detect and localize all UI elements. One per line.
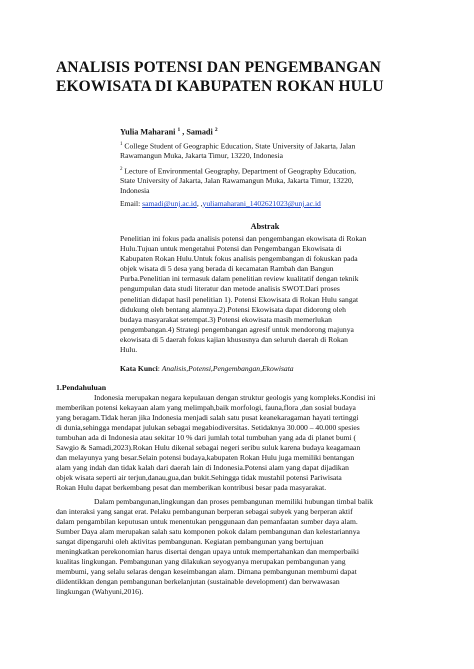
email-label: Email: (120, 199, 141, 208)
paragraph-line: dan melayunya yang besar.Selain potensi budaya,kabupaten Rokan Hulu juga memiliki bentangan (56, 452, 355, 462)
affiliation-text: Lecture of Environmental Geography, Department of Geography Education, (124, 166, 357, 176)
affiliation-marker: 1 (120, 142, 123, 147)
email-line (120, 199, 321, 208)
author-separator: , (180, 127, 187, 137)
abstract-line: Hulu. (120, 345, 138, 355)
abstract-line: penelitian didapat hasil penelitian 1). Potensi Ekowisata di Rokan Hulu sangat (120, 294, 359, 304)
paragraph-line: memberikan potensi kekayaan alam yang melimpah,baik morfologi, fauna,flora ,dan sosial budaya (56, 402, 356, 412)
abstract-line: budaya masyarakat setempat.3) Potensi ekowisata masih memerlukan (120, 314, 332, 324)
affiliation-2 (120, 165, 410, 195)
affiliation-line (120, 165, 410, 176)
email-separator: , , (196, 199, 203, 208)
affiliation-marker: 2 (120, 167, 123, 172)
title-line: EKOWISATA DI KABUPATEN ROKAN HULU (56, 78, 384, 95)
title-line: ANALISIS POTENSI DAN PENGEMBANGAN (56, 59, 381, 76)
keywords-line (120, 364, 294, 373)
paragraph-line: membumi, yang selalu selaras dengan keseimbangan alam. Dimana pembangunan membumi dapat (56, 566, 357, 576)
email-link-1[interactable]: samadi@unj.ac.id (142, 199, 197, 208)
affiliation-1 (120, 140, 410, 161)
author-line (120, 127, 218, 137)
paragraph-line: dalam pengambilan keputusan untuk menentukan penggunaan dan pemanfaatan sumber daya alam. (56, 516, 358, 526)
paragraph-line: alam yang indah dan tidak kalah dari daerah lain di Indonesia.Potensi alam yang dapat dijadikan (56, 462, 349, 472)
abstract-line: objek wisata di 5 desa yang berada di kecamatan Rambah dan Bangun (120, 264, 334, 274)
author-name: Yulia Maharani (120, 127, 176, 137)
affiliation-text: College Student of Geographic Education, State University of Jakarta, Jalan (124, 141, 356, 151)
paragraph-line: lingkungan (Wahyuni,2016). (56, 586, 144, 596)
paragraph-line: Sumber Daya alam merupakan salah satu komponen pokok dalam pembangunan dan kelestariannya (56, 526, 360, 536)
abstract-line: pengumpulan data studi literatur dan metode analisis SWOT.Dari proses (120, 284, 340, 294)
abstract-line: Kabupaten Rokan Hulu.Untuk fokus analisis pengembangan di fokuskan pada (120, 254, 358, 264)
section-heading: 1.Pendahuluan (56, 383, 107, 392)
paragraph-line: Dalam pembangunan,lingkungan dan proses pembangunan memiliki hubungan timbal balik (94, 497, 374, 506)
abstract-line: Purba.Penelitian ini termasuk dalam penelitian review kualitatif dengan teknik (120, 274, 359, 284)
abstract-line: Hulu.Tujuan untuk mengetahui Potensi dan Pengembangan Ekowisata di (120, 244, 342, 254)
paragraph-line: kualitas lingkungan. Pembangunan yang dilakukan seyogyanya merupakan pembangunan yang (56, 556, 346, 566)
paragraph-line: Rokan Hulu dapat berkembang pesat dan memberikan kontribusi besar pada masyarakat. (56, 482, 327, 492)
abstract-body (120, 234, 410, 355)
paragraph-line: yang beragam.Tidak heran jika Indonesia menjadi salah satu pusat keanekaragaman hayati tertinggi (56, 412, 359, 422)
paragraph-line: di dunia,sehingga mendapat julukan sebagai megabiodiversitas. Setidaknya 30.000 – 40.000 spesies (56, 422, 360, 432)
abstract-line: didukung oleh bentang alamnya.2).Potensi Ekowisata dapat didorong oleh (120, 304, 346, 314)
keywords-value: Analisis,Potensi,Pengembangan,Ekowisata (161, 364, 294, 373)
affiliation-line: Rawamangun Muka, Jakarta Timur, 13220, Indonesia (120, 151, 283, 161)
affiliation-line: Indonesia (120, 185, 150, 195)
paragraph-1 (56, 393, 424, 493)
keywords-label: Kata Kunci (120, 364, 158, 373)
keywords-separator: : (157, 364, 162, 373)
paragraph-line: Indonesia merupakan negara kepulauan dengan struktur geologis yang kompleks.Kondisi ini (94, 393, 376, 402)
paragraph-line: meningkatkan perekonomian harus disertai dengan upaya untuk mempertahankan dan memperbaiki (56, 546, 360, 556)
paragraph-line: objek wisata seperti air terjun,danau,gua,dan bukit.Sehingga tidak mustahil potensi Pariwisata (56, 472, 342, 482)
paragraph-line: Sawgio & Samadi,2023).Rokan Hulu dikenal sebagai negeri seribu suluk karena budaya keagamaan (56, 442, 361, 452)
abstract-line: Penelitian ini fokus pada analisis potensi dan pengembangan ekowisata di Rokan (120, 234, 367, 243)
abstract-line: ekowisata di 5 daerah fokus kajian khususnya dan seluruh daerah di Rokan (120, 334, 348, 344)
paragraph-2 (56, 497, 424, 597)
author-superscript: 1 (177, 127, 181, 133)
affiliation-line: State University of Jakarta, Jalan Rawamangun Muka, Jakarta Timur, 13220, (120, 176, 354, 186)
abstract-heading: Abstrak (250, 222, 280, 231)
email-link-2[interactable]: yuliamaharani_1402621023@unj.ac.id (202, 199, 321, 208)
affiliation-line (120, 140, 410, 151)
abstract-line: pengembangan.4) Strategi pengembangan agresif untuk mendorong majunya (120, 324, 354, 334)
paragraph-line: dan interaksi yang sangat erat. Pelaku pembangunan berperan sebagai subyek yang berperan aktif (56, 506, 353, 516)
paper-title (56, 58, 386, 96)
author-superscript: 2 (214, 127, 218, 133)
paragraph-line: sangat dipengaruhi oleh aktivitas pembangunan. Kegiatan pembangunan yang bertujuan (56, 536, 324, 546)
paragraph-line: tumbuhan ada di Indonesia atau sekitar 10 % dari jumlah total tumbuhan yang ada di planet bumi ( (56, 432, 357, 442)
paragraph-line: diidentikkan dengan pembangunan berkelanjutan (sustainable development) dan berwawasan (56, 576, 340, 586)
author-name: Samadi (186, 127, 213, 137)
